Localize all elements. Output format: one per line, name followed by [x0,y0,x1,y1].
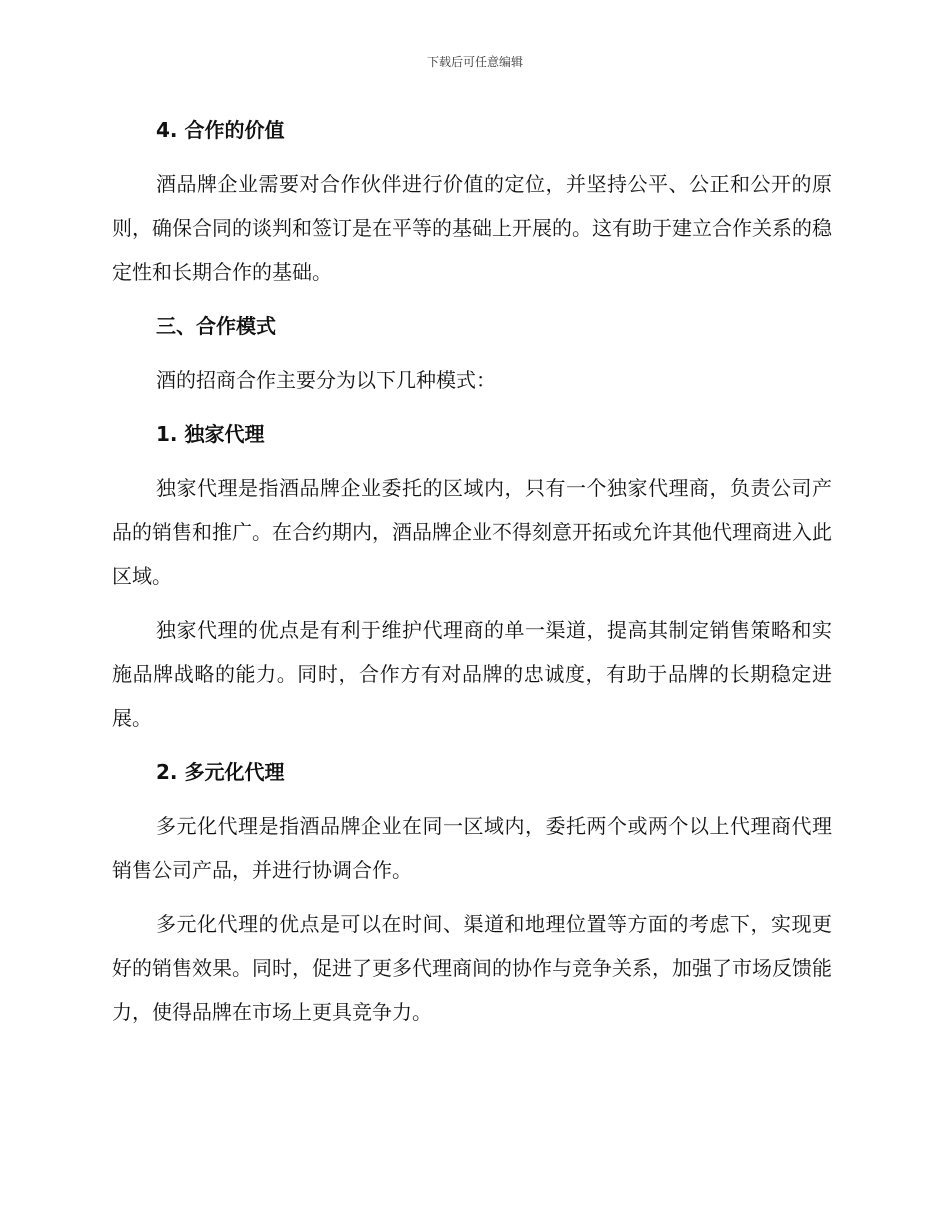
paragraph-multi-definition: 多元化代理是指酒品牌企业在同一区域内，委托两个或两个以上代理商代理销售公司产品，并进行协调合作。 [112,814,832,882]
section-heading-modes: 三、合作模式 [156,314,276,338]
section-heading-multi: 2. 多元化代理 [156,760,285,784]
page-header-note: 下载后可任意编辑 [426,55,523,69]
paragraph-value: 酒品牌企业需要对合作伙伴进行价值的定位，并坚持公平、公正和公开的原则，确保合同的谈判和签订是在平等的基础上开展的。这有助于建立合作关系的稳定性和长期合作的基础。 [112,172,832,284]
section-heading-value: 4. 合作的价值 [156,118,285,142]
paragraph-multi-advantages: 多元化代理的优点是可以在时间、渠道和地理位置等方面的考虑下，实现更好的销售效果。同时，促进了更多代理商间的协作与竞争关系，加强了市场反馈能力，使得品牌在市场上更具竞争力。 [112,912,832,1024]
paragraph-exclusive-advantages: 独家代理的优点是有利于维护代理商的单一渠道，提高其制定销售策略和实施品牌战略的能力。同时，合作方有对品牌的忠诚度，有助于品牌的长期稳定进展。 [112,618,832,730]
document-body [112,108,832,1044]
paragraph-exclusive-definition: 独家代理是指酒品牌企业委托的区域内，只有一个独家代理商，负责公司产品的销售和推广。在合约期内，酒品牌企业不得刻意开拓或允许其他代理商进入此区域。 [112,476,832,588]
paragraph-modes-intro: 酒的招商合作主要分为以下几种模式： [156,368,496,392]
section-heading-exclusive: 1. 独家代理 [156,422,265,446]
